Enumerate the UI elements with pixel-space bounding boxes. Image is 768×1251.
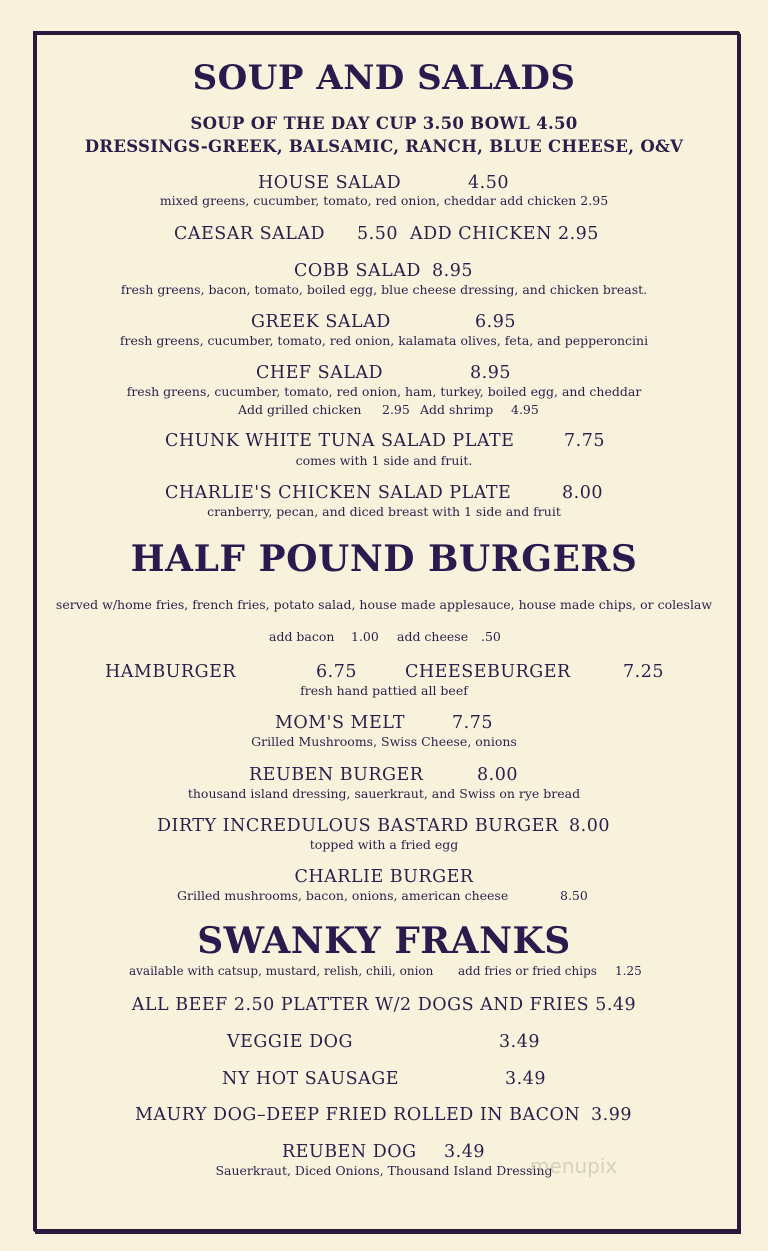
soup-of-the-day: SOUP OF THE DAY CUP 3.50 BOWL 4.50 [190, 114, 578, 133]
chef-add-chicken-price: 2.95 [382, 402, 410, 417]
dressings-list: DRESSINGS-GREEK, BALSAMIC, RANCH, BLUE CHEESE, O&V [84, 137, 684, 156]
reuben-dog-name: REUBEN DOG [282, 1142, 417, 1162]
greek-salad-name: GREEK SALAD [251, 312, 391, 332]
reuben-burger-name: REUBEN BURGER [249, 765, 424, 785]
house-salad-name: HOUSE SALAD [258, 173, 402, 193]
tuna-plate-name: CHUNK WHITE TUNA SALAD PLATE [165, 431, 515, 451]
greek-salad-desc: fresh greens, cucumber, tomato, red onion, kalamata olives, feta, and pepperoncini [119, 333, 649, 348]
hamburger-price: 6.75 [316, 662, 357, 682]
veggie-dog-name: VEGGIE DOG [227, 1032, 353, 1052]
veggie-dog-price: 3.49 [499, 1032, 540, 1052]
chef-add-shrimp: Add shrimp [420, 402, 494, 417]
cobb-salad-price: 8.95 [432, 261, 473, 281]
charlie-burger-price: 8.50 [560, 888, 588, 903]
house-salad-price: 4.50 [468, 173, 509, 193]
add-cheese-price: .50 [481, 629, 501, 644]
caesar-add-chicken: ADD CHICKEN 2.95 [410, 224, 599, 244]
dirty-burger-desc: topped with a fried egg [309, 837, 459, 852]
charlie-burger-desc: Grilled mushrooms, bacon, onions, american cheese [177, 888, 509, 903]
add-cheese-label: add cheese [397, 629, 469, 644]
charlie-chicken-plate-name: CHARLIE'S CHICKEN SALAD PLATE [165, 483, 512, 503]
menupix-watermark: menupix [530, 1154, 618, 1178]
tuna-plate-desc: comes with 1 side and fruit. [295, 453, 473, 468]
ny-hot-sausage-price: 3.49 [505, 1069, 546, 1089]
tuna-plate-price: 7.75 [564, 431, 605, 451]
charlie-chicken-plate-desc: cranberry, pecan, and diced breast with 1 side and fruit [207, 504, 561, 519]
cobb-salad-desc: fresh greens, bacon, tomato, boiled egg, blue cheese dressing, and chicken breast. [120, 282, 648, 297]
moms-melt-desc: Grilled Mushrooms, Swiss Cheese, onions [251, 734, 517, 749]
reuben-burger-desc: thousand island dressing, sauerkraut, and Swiss on rye bread [187, 786, 581, 801]
chef-salad-desc: fresh greens, cucumber, tomato, red onion, ham, turkey, boiled egg, and cheddar [126, 384, 642, 399]
moms-melt-price: 7.75 [452, 713, 493, 733]
cheeseburger-name: CHEESEBURGER [405, 662, 571, 682]
caesar-salad-name: CAESAR SALAD [174, 224, 326, 244]
section-title-franks: SWANKY FRANKS [197, 920, 571, 962]
charlie-burger-name: CHARLIE BURGER [294, 867, 474, 887]
franks-available-with: available with catsup, mustard, relish, chili, onion [129, 964, 434, 978]
cheeseburger-price: 7.25 [623, 662, 664, 682]
burgers-served-with: served w/home fries, french fries, potato salad, house made applesauce, house made chips, or coleslaw [55, 597, 713, 612]
franks-add-fries: add fries or fried chips [458, 964, 597, 978]
chef-add-shrimp-price: 4.95 [511, 402, 539, 417]
menu-border [34, 32, 740, 1232]
house-salad-desc: mixed greens, cucumber, tomato, red onion, cheddar add chicken 2.95 [159, 193, 609, 208]
reuben-dog-price: 3.49 [444, 1142, 485, 1162]
reuben-dog-desc: Sauerkraut, Diced Onions, Thousand Island Dressing [215, 1163, 553, 1178]
cobb-salad-name: COBB SALAD [294, 261, 421, 281]
moms-melt-name: MOM'S MELT [275, 713, 406, 733]
add-bacon-label: add bacon [269, 629, 335, 644]
maury-dog-price: 3.99 [591, 1105, 632, 1125]
charlie-chicken-plate-price: 8.00 [562, 483, 603, 503]
dirty-burger-name: DIRTY INCREDULOUS BASTARD BURGER [157, 816, 559, 836]
hamburger-name: HAMBURGER [105, 662, 237, 682]
hamburger-desc: fresh hand pattied all beef [300, 683, 468, 698]
franks-add-fries-price: 1.25 [615, 964, 642, 978]
ny-hot-sausage-name: NY HOT SAUSAGE [222, 1069, 400, 1089]
add-bacon-price: 1.00 [351, 629, 379, 644]
section-title-soup-salads: SOUP AND SALADS [192, 58, 576, 98]
section-title-burgers: HALF POUND BURGERS [130, 538, 638, 580]
reuben-burger-price: 8.00 [477, 765, 518, 785]
greek-salad-price: 6.95 [475, 312, 516, 332]
caesar-salad-price: 5.50 [357, 224, 398, 244]
dirty-burger-price: 8.00 [569, 816, 610, 836]
chef-salad-name: CHEF SALAD [256, 363, 384, 383]
all-beef-platter: ALL BEEF 2.50 PLATTER W/2 DOGS AND FRIES 5.49 [131, 995, 637, 1015]
chef-add-chicken: Add grilled chicken [238, 402, 362, 417]
chef-salad-price: 8.95 [470, 363, 511, 383]
maury-dog-name: MAURY DOG–DEEP FRIED ROLLED IN BACON [135, 1105, 581, 1125]
